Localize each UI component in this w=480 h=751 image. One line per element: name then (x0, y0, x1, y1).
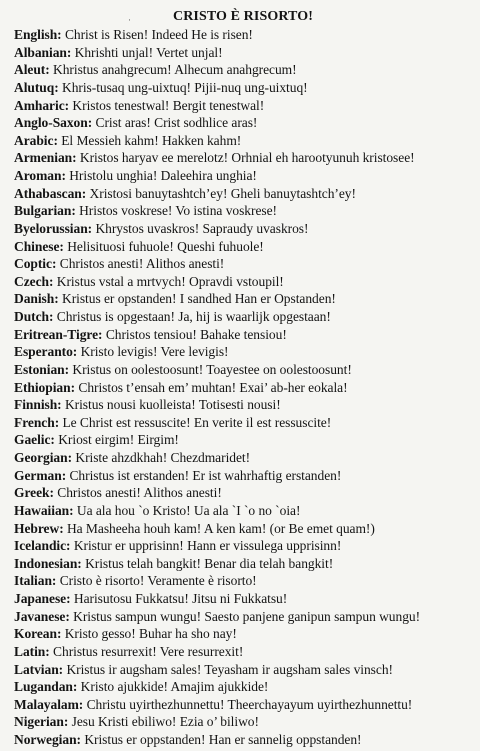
greeting-text: El Messieh kahm! Hakken kahm! (61, 132, 242, 148)
greeting-text: Kristos tenestwal! Bergit tenestwal! (72, 97, 265, 113)
language-label: Aroman: (14, 168, 66, 183)
greeting-text: Kristur er upprisinn! Hann er vissulega upprisinn! (73, 538, 342, 554)
document-title: CRISTO È RISORTO! (173, 9, 313, 24)
greeting-line (14, 625, 472, 643)
greeting-line (14, 361, 472, 379)
greeting-text: Christos t’ensah em’ muhtan! Exai’ ab-her eokala! (78, 379, 348, 395)
greeting-line (14, 608, 472, 626)
greeting-text: Helisituosi fuhuole! Queshi fuhuole! (67, 238, 264, 254)
greeting-line (14, 713, 472, 731)
greeting-line (14, 502, 472, 520)
greeting-line (14, 537, 472, 555)
language-label: Georgian: (14, 450, 73, 465)
greeting-line (14, 449, 472, 467)
greeting-line (14, 590, 472, 608)
greetings-list (14, 26, 472, 749)
greeting-text: Hristolu unghia! Daleehira unghia! (69, 168, 257, 183)
greeting-text: Khris-tusaq ung-uixtuq! Pijii-nuq ung-uixtuq! (62, 79, 308, 95)
language-label: Korean: (14, 626, 62, 642)
language-label: German: (14, 467, 67, 483)
greeting-line (14, 414, 472, 432)
greeting-line (14, 696, 472, 714)
greeting-text: Hristos voskrese! Vo istina voskrese! (79, 203, 277, 219)
greeting-line (14, 731, 472, 749)
greeting-line (14, 114, 472, 132)
greeting-text: Christos tensiou! Bahake tensiou! (105, 326, 287, 342)
language-label: Hawaiian: (14, 502, 74, 518)
greeting-line (14, 326, 472, 344)
greeting-text: Kristo gesso! Buhar ha sho nay! (64, 626, 237, 642)
greeting-text: Harisutosu Fukkatsu! Jitsu ni Fukkatsu! (73, 591, 288, 606)
language-label: Estonian: (14, 361, 70, 377)
language-label: Anglo-Saxon: (14, 115, 93, 131)
greeting-text: Kristus er oppstanden! Han er sannelig oppstanden! (84, 732, 362, 747)
greeting-line (14, 484, 472, 502)
language-label: Alutuq: (14, 79, 59, 95)
greeting-line (14, 273, 472, 291)
greeting-line (14, 202, 472, 220)
greeting-line (14, 431, 472, 449)
language-label: Dutch: (14, 309, 54, 324)
greeting-line (14, 26, 472, 44)
greeting-line (14, 379, 472, 397)
language-label: Javanese: (14, 608, 70, 624)
greeting-line (14, 396, 472, 414)
greeting-text: Kristos haryav ee merelotz! Orhnial eh harootyunuh kristosee! (79, 150, 415, 166)
language-label: Athabascan: (14, 185, 87, 201)
greeting-text: Christos anesti! Alithos anesti! (59, 256, 225, 272)
language-label: English: (14, 27, 62, 42)
language-label: Italian: (14, 573, 57, 589)
greeting-text: Christus resurrexit! Vere resurrexit! (53, 643, 244, 659)
greeting-text: Kristo ajukkide! Amajim ajukkide! (80, 679, 269, 695)
language-label: Danish: (14, 291, 59, 307)
greeting-text: Kristus nousi kuolleista! Totisesti nousi! (64, 397, 281, 413)
language-label: Japanese: (14, 591, 71, 606)
language-label: Aleut: (14, 62, 50, 78)
greeting-line (14, 167, 472, 185)
greeting-line (14, 255, 472, 273)
language-label: Esperanto: (14, 344, 78, 360)
language-label: Czech: (14, 273, 54, 289)
language-label: Lugandan: (14, 679, 78, 695)
greeting-text: Cristo è risorto! Veramente è risorto! (59, 573, 257, 589)
greeting-text: Kristo levigis! Vere levigis! (80, 344, 229, 360)
greeting-line (14, 290, 472, 308)
language-label: Indonesian: (14, 555, 82, 571)
language-label: Amharic: (14, 97, 70, 113)
greeting-line (14, 678, 472, 696)
greeting-line (14, 572, 472, 590)
greeting-text: Christu uyirthezhunnettu! Theerchayayum uyirthezhunnettu! (86, 696, 413, 712)
greeting-line (14, 308, 472, 326)
greeting-text: Kristus er opstanden! I sandhed Han er Opstanden! (62, 291, 336, 307)
language-label: Albanian: (14, 44, 72, 60)
greeting-text: Le Christ est ressuscite! En verite il est ressuscite! (62, 414, 332, 430)
language-label: Byelorussian: (14, 220, 93, 236)
greeting-text: Christos anesti! Alithos anesti! (57, 485, 222, 501)
greeting-line (14, 555, 472, 573)
greeting-text: Kristus sampun wungu! Saesto panjene ganipun sampun wungu! (73, 608, 421, 624)
language-label: Eritrean-Tigre: (14, 326, 103, 342)
greeting-text: Kristus ir augsham sales! Teyasham ir augsham sales vinsch! (66, 661, 393, 677)
greeting-line (14, 44, 472, 62)
greeting-line (14, 97, 472, 115)
greeting-text: Khristus anahgrecum! Alhecum anahgrecum! (53, 62, 297, 78)
paper-speck: · (128, 15, 131, 25)
language-label: Armenian: (14, 150, 77, 166)
greeting-text: Jesu Kristi ebiliwo! Ezia o’ biliwo! (71, 714, 259, 730)
greeting-text: Christ is Risen! Indeed He is risen! (64, 27, 253, 42)
language-label: Coptic: (14, 256, 57, 272)
greeting-line (14, 643, 472, 661)
language-label: Icelandic: (14, 538, 71, 554)
language-label: Malayalam: (14, 696, 84, 712)
greeting-text: Kristus on oolestoosunt! Toayestee on oolestoosunt! (72, 361, 352, 377)
greeting-line (14, 79, 472, 97)
language-label: Greek: (14, 485, 54, 501)
language-label: Norwegian: (14, 732, 81, 747)
language-label: Nigerian: (14, 714, 69, 730)
greeting-text: Ua ala hou `o Kristo! Ua ala `I `o no `oia! (76, 502, 301, 518)
greeting-text: Xristosi banuytashtch’ey! Gheli banuytashtch’ey! (89, 185, 356, 201)
greeting-text: Kriste ahzdkhah! Chezdmaridet! (75, 450, 251, 465)
greeting-text: Kriost eirgim! Eirgim! (58, 432, 179, 448)
language-label: Arabic: (14, 132, 58, 148)
greeting-line (14, 61, 472, 79)
greeting-line (14, 185, 472, 203)
greeting-line (14, 132, 472, 150)
greeting-line (14, 220, 472, 238)
greeting-line (14, 520, 472, 538)
language-label: Hebrew: (14, 520, 64, 536)
greeting-text: Kristus vstal a mrtvych! Opravdi vstoupil! (56, 273, 284, 289)
language-label: Finnish: (14, 397, 62, 413)
greeting-line (14, 467, 472, 485)
greeting-text: Christus is opgestaan! Ja, hij is waarlijk opgestaan! (56, 309, 331, 324)
language-label: Latin: (14, 643, 50, 659)
language-label: French: (14, 414, 60, 430)
greeting-line (14, 238, 472, 256)
language-label: Ethiopian: (14, 379, 76, 395)
language-label: Bulgarian: (14, 203, 76, 219)
greeting-text: Crist aras! Crist sodhlice aras! (95, 115, 258, 131)
greeting-text: Ha Masheeha houh kam! A ken kam! (or Be emet quam!) (66, 520, 375, 536)
greeting-text: Christus ist erstanden! Er ist wahrhaftig erstanden! (69, 467, 342, 483)
language-label: Latvian: (14, 661, 64, 677)
greeting-line (14, 149, 472, 167)
language-label: Gaelic: (14, 432, 55, 448)
language-label: Chinese: (14, 238, 64, 254)
greeting-text: Kristus telah bangkit! Benar dia telah bangkit! (85, 555, 334, 571)
greeting-line (14, 343, 472, 361)
greeting-text: Khrishti unjal! Vertet unjal! (74, 44, 223, 60)
greeting-text: Khrystos uvaskros! Sapraudy uvaskros! (95, 220, 309, 236)
greeting-line (14, 661, 472, 679)
